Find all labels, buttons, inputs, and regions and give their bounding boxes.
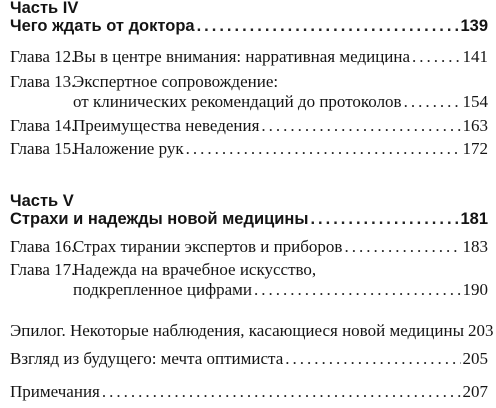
toc-entry-chapter-15[interactable] bbox=[10, 139, 488, 159]
leader-dots bbox=[186, 139, 461, 159]
toc-entry-chapter-17-line2[interactable] bbox=[73, 280, 488, 300]
part5-heading-row[interactable] bbox=[10, 209, 488, 229]
page-number: 172 bbox=[462, 139, 488, 158]
page-number: 207 bbox=[462, 382, 488, 401]
toc-entry-chapter-14[interactable] bbox=[10, 116, 488, 136]
leader-dots bbox=[310, 209, 458, 229]
toc-entry-chapter-12[interactable] bbox=[10, 47, 488, 67]
toc-entry-chapter-16[interactable] bbox=[10, 237, 488, 257]
part4-heading-row[interactable] bbox=[10, 16, 488, 36]
leader-dots bbox=[285, 349, 460, 369]
toc-entry-chapter-13-line1[interactable] bbox=[10, 72, 278, 92]
page-number: 205 bbox=[462, 349, 488, 368]
leader-dots bbox=[261, 116, 460, 136]
leader-dots bbox=[412, 47, 460, 67]
toc-entry-chapter-13-line2[interactable] bbox=[73, 92, 488, 112]
leader-dots bbox=[344, 237, 460, 257]
toc-entry-epilogue[interactable] bbox=[10, 321, 494, 341]
chapter-prefix: Глава 15. bbox=[10, 139, 76, 158]
page-number: 163 bbox=[462, 116, 488, 135]
entry-title: Взгляд из будущего: мечта оптимиста bbox=[10, 349, 284, 368]
leader-dots bbox=[254, 280, 461, 300]
page-number: 141 bbox=[462, 47, 488, 66]
chapter-title: Вы в центре внимания: нарративная медицина bbox=[73, 47, 411, 66]
chapter-prefix: Глава 16. bbox=[10, 237, 76, 256]
leader-dots bbox=[197, 16, 459, 36]
chapter-title-cont: подкрепленное цифрами bbox=[73, 280, 252, 299]
part4-subtitle: Чего ждать от доктора bbox=[10, 17, 195, 35]
leader-dots bbox=[102, 382, 461, 402]
chapter-prefix: Глава 13. bbox=[10, 72, 76, 91]
chapter-title: Страх тирании экспертов и приборов bbox=[73, 237, 343, 256]
entry-title: Эпилог. Некоторые наблюдения, касающиеся новой медицины bbox=[10, 321, 464, 340]
chapter-prefix: Глава 17. bbox=[10, 260, 76, 279]
chapter-title: Надежда на врачебное искусство, bbox=[73, 260, 317, 279]
chapter-title: Преимущества неведения bbox=[73, 116, 260, 135]
part5-title: Часть V bbox=[10, 192, 74, 210]
chapter-prefix: Глава 14. bbox=[10, 116, 76, 135]
page-number: 183 bbox=[462, 237, 488, 256]
entry-title: Примечания bbox=[10, 382, 100, 401]
toc-entry-future-view[interactable] bbox=[10, 349, 488, 369]
page-number: 154 bbox=[462, 92, 488, 111]
leader-dots bbox=[404, 92, 461, 112]
chapter-prefix: Глава 12. bbox=[10, 47, 76, 66]
part4-page: 139 bbox=[460, 17, 488, 35]
chapter-title: Наложение рук bbox=[73, 139, 184, 158]
toc-entry-notes[interactable] bbox=[10, 382, 488, 402]
chapter-title-cont: от клинических рекомендаций до протоколов bbox=[73, 92, 402, 111]
part4-title: Часть IV bbox=[10, 0, 79, 17]
page-number: 203 bbox=[468, 321, 494, 340]
toc-entry-chapter-17-line1[interactable] bbox=[10, 260, 316, 280]
chapter-title: Экспертное сопровождение: bbox=[73, 72, 279, 91]
page-number: 190 bbox=[462, 280, 488, 299]
part5-subtitle: Страхи и надежды новой медицины bbox=[10, 210, 309, 228]
part5-page: 181 bbox=[460, 210, 488, 228]
